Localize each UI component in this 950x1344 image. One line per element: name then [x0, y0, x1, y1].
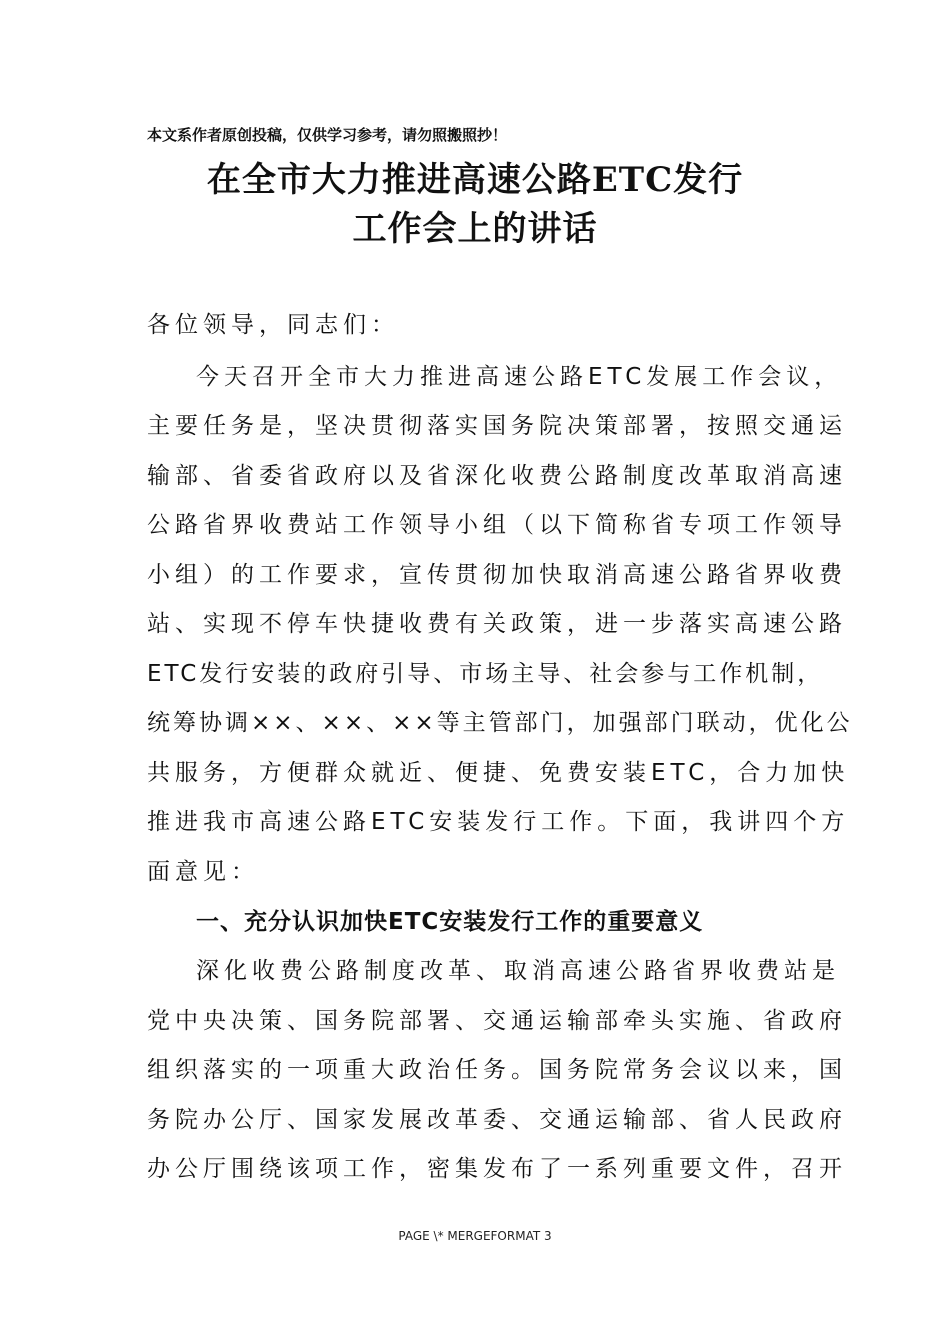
paragraph-line: 务院办公厅、国家发展改革委、交通运输部、省人民政府: [147, 1107, 847, 1133]
paragraph-line: 站、实现不停车快捷收费有关政策，进一步落实高速公路: [147, 611, 847, 637]
title-line-2: 工作会上的讲话: [352, 209, 598, 249]
paragraph-line: 共服务，方便群众就近、便捷、免费安装ETC，合力加快: [147, 760, 850, 786]
title-line-1: 在全市大力推进高速公路ETC发行: [206, 160, 744, 200]
paragraph-line: 主要任务是，坚决贯彻落实国务院决策部署，按照交通运: [147, 413, 847, 439]
paragraph-line: 面意见：: [147, 859, 259, 885]
paragraph-line: 统筹协调××、××、××等主管部门，加强部门联动，优化公: [147, 710, 853, 736]
paragraph-line: 深化收费公路制度改革、取消高速公路省界收费站是: [196, 958, 840, 984]
paragraph-line: 推进我市高速公路ETC安装发行工作。下面，我讲四个方: [147, 809, 850, 835]
paragraph-line: 办公厅围绕该项工作，密集发布了一系列重要文件，召开: [147, 1156, 847, 1182]
paragraph-line: 今天召开全市大力推进高速公路ETC发展工作会议，: [196, 364, 843, 390]
section-heading-1: 一、充分认识加快ETC安装发行工作的重要意义: [196, 909, 704, 935]
paragraph-line: 党中央决策、国务院部署、交通运输部牵头实施、省政府: [147, 1008, 847, 1034]
paragraph-line: 小组）的工作要求，宣传贯彻加快取消高速公路省界收费: [147, 562, 847, 588]
paragraph-line: 公路省界收费站工作领导小组（以下简称省专项工作领导: [147, 512, 847, 538]
paragraph-line: 组织落实的一项重大政治任务。国务院常务会议以来，国: [147, 1057, 847, 1083]
page-footer: PAGE \* MERGEFORMAT 3: [398, 1229, 552, 1243]
paragraph-line: ETC发行安装的政府引导、市场主导、社会参与工作机制，: [147, 661, 824, 687]
paragraph-line: 输部、省委省政府以及省深化收费公路制度改革取消高速: [147, 463, 847, 489]
salutation: 各位领导，同志们：: [147, 312, 399, 338]
copyright-notice: 本文系作者原创投稿，仅供学习参考，请勿照搬照抄！: [147, 126, 508, 144]
